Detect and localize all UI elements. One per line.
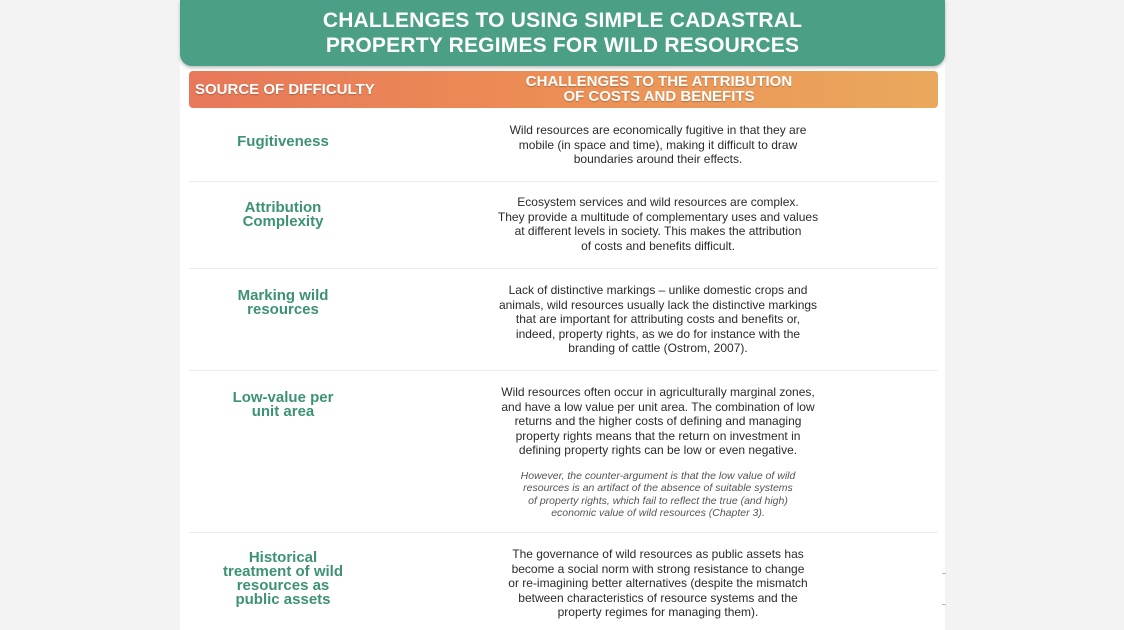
description-line: Wild resources are economically fugitive in that they are: [509, 123, 807, 137]
description-line: or re-imagining better alternatives (despite the mismatch: [508, 576, 808, 591]
description-line: mobile (in space and time), making it difficult to draw: [518, 137, 798, 152]
table-row-low-value-per-unit-area: [189, 371, 938, 533]
description-line: Wild resources often occur in agriculturally marginal zones,: [501, 385, 815, 399]
source-line: Attribution: [244, 199, 322, 216]
edge-tick-mark: [942, 604, 946, 605]
source-line: unit area: [251, 403, 315, 420]
source-line: treatment of wild: [222, 563, 343, 580]
row-description: [489, 385, 827, 458]
table-row-attribution-complexity: [189, 182, 938, 269]
note-line: However, the counter-argument is that the low value of wild: [520, 470, 796, 482]
description-line: returns and the higher costs of defining and managing: [514, 414, 802, 429]
row-source: [189, 135, 377, 149]
description-line: become a social norm with strong resistance to change: [511, 561, 805, 576]
source-line: Low-value per: [232, 389, 334, 406]
note-line: resources is an artifact of the absence of suitable systems: [523, 482, 793, 495]
row-note: [489, 470, 827, 519]
description-line: that are important for attributing costs and benefits or,: [515, 312, 801, 327]
row-description: [489, 283, 827, 356]
description-line: animals, wild resources usually lack the distinctive markings: [498, 297, 818, 312]
description-line: and have a low value per unit area. The combination of low: [501, 399, 815, 414]
description-line: Ecosystem services and wild resources are complex.: [517, 195, 799, 209]
header-challenges-line-2: OF COSTS AND BENEFITS: [563, 88, 755, 105]
description-line: between characteristics of resource systems and the: [518, 590, 798, 605]
note-line: economic value of wild resources (Chapter 3).: [551, 506, 765, 519]
table-row-marking-wild-resources: [189, 269, 938, 371]
source-line: Marking wild: [237, 287, 329, 304]
description-line: Lack of distinctive markings – unlike domestic crops and: [508, 283, 808, 297]
source-line: public assets: [235, 591, 331, 608]
row-description: [489, 123, 827, 167]
row-description: [489, 195, 827, 253]
description-line: property regimes for managing them).: [557, 605, 759, 620]
row-source: [189, 289, 377, 317]
description-line: branding of cattle (Ostrom, 2007).: [568, 341, 748, 356]
page-title: [180, 0, 945, 66]
table-row-fugitiveness: [189, 109, 938, 182]
description-line: boundaries around their effects.: [573, 152, 743, 167]
row-source: [189, 201, 377, 229]
header-challenges-line-1: CHALLENGES TO THE ATTRIBUTION: [525, 73, 793, 90]
row-source: [189, 551, 377, 607]
header-challenges: [489, 74, 829, 104]
description-line: at different levels in society. This makes the attribution: [514, 224, 802, 239]
source-line: resources as: [236, 577, 330, 594]
row-description: [489, 547, 827, 620]
title-line-1: CHALLENGES TO USING SIMPLE CADASTRAL: [322, 9, 803, 32]
description-line: The governance of wild resources as public assets has: [512, 547, 804, 561]
source-line: Historical: [248, 549, 318, 566]
description-line: of costs and benefits difficult.: [581, 238, 735, 253]
edge-tick-mark: [942, 573, 946, 574]
note-line: of property rights, which fail to reflect the true (and high): [528, 494, 788, 507]
header-source-of-difficulty: SOURCE OF DIFFICULTY: [195, 81, 375, 98]
description-line: property rights means that the return on investment in: [515, 428, 801, 443]
description-line: indeed, property rights, as we do for instance with the: [515, 326, 801, 341]
source-line: Fugitiveness: [237, 133, 329, 150]
description-line: They provide a multitude of complementary uses and values: [497, 209, 819, 224]
description-line: defining property rights can be low or even negative.: [518, 443, 798, 458]
row-source: [189, 391, 377, 419]
table-row-historical-treatment: [189, 533, 938, 630]
table-header: [189, 71, 938, 108]
title-line-2: PROPERTY REGIMES FOR WILD RESOURCES: [325, 34, 800, 57]
source-line: resources: [247, 301, 319, 318]
source-line: Complexity: [242, 213, 324, 230]
